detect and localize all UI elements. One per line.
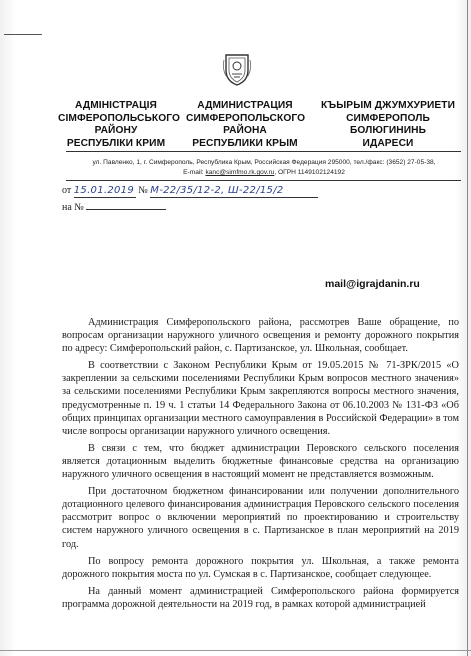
address-line: ул. Павленко, 1, г. Симферополь, Республика Крым, Российская Федерация 295000, тел./факс: (3652) 27-05-38, xyxy=(92,159,436,166)
org-line: АДМИНИСТРАЦИЯ xyxy=(197,100,293,111)
body-paragraph: На данный момент администрацией Симферопольского района формируется программа дорожной деятельности на 2019 год, в рамках которой администрацией xyxy=(62,585,459,610)
office-email-link[interactable]: kanc@simfmo.rk.gov.ru xyxy=(205,169,275,176)
org-line: СИМФЕРОПОЛЬ xyxy=(346,112,430,124)
header-divider-bottom xyxy=(66,180,461,181)
reference-label: на № xyxy=(62,202,84,213)
scan-edge xyxy=(467,0,468,656)
org-name-russian xyxy=(186,100,304,150)
org-line: РЕСПУБЛІКИ КРИМ xyxy=(66,137,166,149)
org-line: АДМІНІСТРАЦІЯ xyxy=(75,100,157,111)
org-line: РАЙОНА xyxy=(223,125,267,136)
number-label: № xyxy=(138,185,148,196)
body-paragraph: При достаточном бюджетном финансировании или получении дополнительного дотационного целевого финансирования администрация Перовского сельского поселения рассмотрит вопрос о включении мероприятий по проектированию и строительству систем наружного уличного освещения в с. Партизанское в план мероприятий на 2019 год. xyxy=(62,486,459,550)
corner-mark xyxy=(4,34,42,35)
ogrn: , ОГРН 1149102124192 xyxy=(274,169,345,176)
body-paragraph: В соответствии с Законом Республики Крым от 19.05.2015 № 71-ЗРК/2015 «О закреплении за сельскими поселениями Республики Крым вопросов местного значения» за сельскими поселениями Республики Крым закрепляются вопросы местного значения, предусмотренные п. 19 ч. 1 статьи 14 Федерального Закона от 06.10.2003 № 131-ФЗ «Об общих принципах организации местного самоуправления в Российской Федерации» в том числе вопросы организации наружного уличного освещения. xyxy=(62,360,459,437)
reference-value xyxy=(86,198,166,210)
org-line: СІМФЕРОПОЛЬСЬКОГО xyxy=(58,112,181,124)
date-label: от xyxy=(62,185,72,196)
body-paragraph: В связи с тем, что бюджет администрации Перовского сельского поселения является дотационным выделить бюджетные финансовые средства на организацию наружного уличного освещения в настоящий момент не представляется возможным. xyxy=(62,442,459,481)
org-line: РАЙОНУ xyxy=(94,125,138,136)
recipient-email: mail@igrajdanin.ru xyxy=(325,278,420,290)
email-label: E-mail: xyxy=(183,169,206,176)
org-line: БОЛЮГИНИНЬ xyxy=(349,125,427,136)
org-line: СИМФЕРОПОЛЬСКОГО xyxy=(186,112,306,124)
org-line: КЪЫРЫМ ДЖУМХУРИЕТИ xyxy=(320,100,456,111)
number-value: M-22/35/12-2, Ш-22/15/2 xyxy=(150,184,318,198)
body-paragraph: Администрация Симферопольского района, рассмотрев Ваше обращение, по вопросам организации наружного уличного освещения и ремонту дорожного покрытия по адресу: Симферопольский район, с. Партизанское, ул. Школьная, сообщает. xyxy=(62,317,459,355)
org-name-ukrainian xyxy=(58,100,181,150)
scan-edge-bottom xyxy=(0,650,471,651)
date-value: 15.01.2019 xyxy=(73,185,135,196)
org-line: ИДАРЕСИ xyxy=(362,137,414,149)
letter-body xyxy=(62,316,459,615)
header-divider xyxy=(66,151,461,152)
contact-line xyxy=(66,168,462,177)
reference-line xyxy=(62,198,166,214)
org-line: РЕСПУБЛИКИ КРЫМ xyxy=(192,137,298,149)
org-name-crimean-tatar xyxy=(314,100,462,150)
coat-of-arms-icon xyxy=(222,52,252,86)
body-paragraph: По вопросу ремонта дорожного покрытия ул. Школьная, а также ремонта дорожного покрытия моста по ул. Сумская в с. Партизанское, сообщает следующее. xyxy=(62,555,459,580)
registration-line xyxy=(62,184,318,198)
